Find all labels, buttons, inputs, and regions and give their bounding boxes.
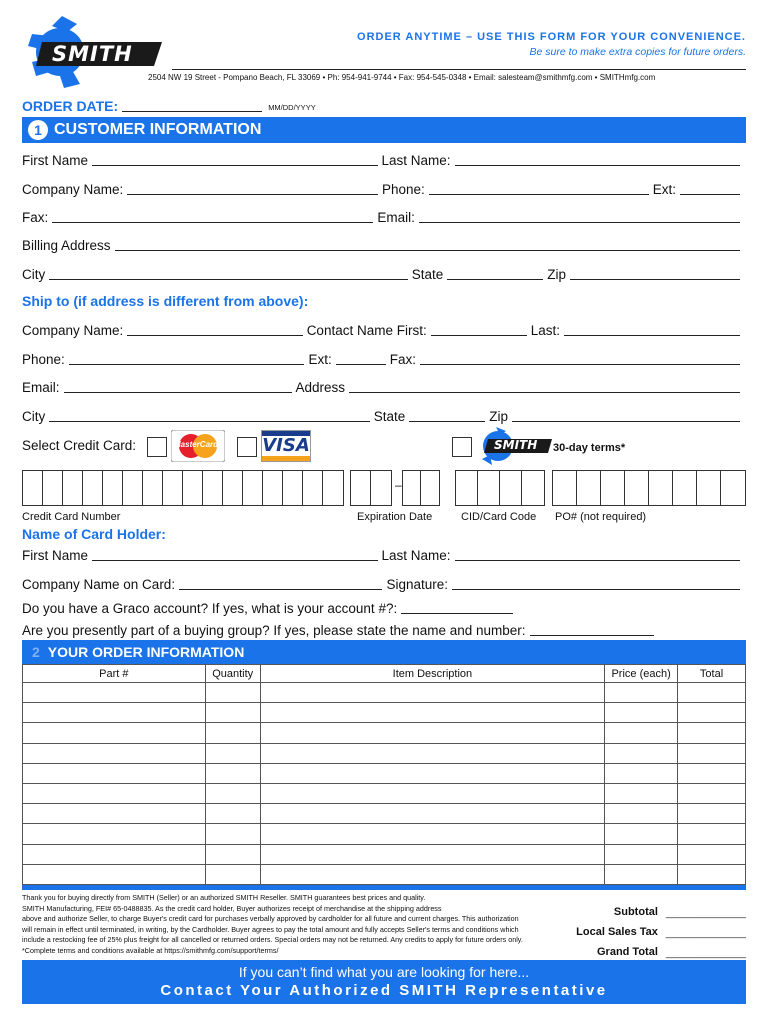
order-row xyxy=(23,804,746,824)
mastercard-checkbox[interactable] xyxy=(147,437,167,457)
section2-number: 2 xyxy=(32,644,40,660)
order-cell[interactable] xyxy=(605,864,678,884)
buying-group-field[interactable] xyxy=(530,622,654,636)
order-row xyxy=(23,844,746,864)
order-cell[interactable] xyxy=(23,864,206,884)
expiration-dash: – xyxy=(395,478,402,492)
ship-address-label: Address xyxy=(295,380,346,395)
terms-label: 30-day terms* xyxy=(553,442,626,454)
email-field[interactable] xyxy=(419,209,740,223)
col-description: Item Description xyxy=(260,665,604,683)
order-cell[interactable] xyxy=(678,763,746,783)
terms-line: above and authorize Seller, to charge Buyer's credit card for purchases verbally approved by cardholder for all future and current charges. This authorization xyxy=(22,914,519,924)
logo-text: SMITH xyxy=(52,42,133,66)
order-cell[interactable] xyxy=(23,703,206,723)
order-cell[interactable] xyxy=(205,763,260,783)
holder-company-field[interactable] xyxy=(179,576,382,590)
ext-field[interactable] xyxy=(680,181,740,195)
fax-field[interactable] xyxy=(52,209,373,223)
holder-first-field[interactable] xyxy=(92,547,377,561)
ship-ext-label: Ext: xyxy=(308,352,332,367)
expiration-caption: Expiration Date xyxy=(357,511,433,523)
order-cell[interactable] xyxy=(605,683,678,703)
mastercard-logo xyxy=(171,430,225,462)
card-holder-heading: Name of Card Holder: xyxy=(22,526,166,542)
order-cell[interactable] xyxy=(678,844,746,864)
ext-label: Ext: xyxy=(652,182,676,197)
order-cell[interactable] xyxy=(205,683,260,703)
order-row xyxy=(23,703,746,723)
order-cell[interactable] xyxy=(205,824,260,844)
last-name-label: Last Name: xyxy=(381,153,451,168)
po-caption: PO# (not required) xyxy=(555,511,647,523)
grand-total-field[interactable]: ________________ xyxy=(665,948,746,958)
terms-line: *Complete terms and conditions available at https://smithmfg.com/support/terms/ xyxy=(22,945,279,955)
order-cell[interactable] xyxy=(605,783,678,803)
fax-label: Fax: xyxy=(22,210,49,225)
tax-field[interactable]: ________________ xyxy=(665,928,746,938)
order-cell[interactable] xyxy=(23,723,206,743)
smith-small-text: SMITH xyxy=(494,438,538,452)
order-cell[interactable] xyxy=(678,864,746,884)
select-card-label: Select Credit Card: xyxy=(22,438,137,453)
visa-logo xyxy=(261,430,311,462)
customer-fax-row xyxy=(22,205,744,225)
order-row xyxy=(23,864,746,884)
smith-terms-checkbox[interactable] xyxy=(452,437,472,457)
order-cell[interactable] xyxy=(205,723,260,743)
order-cell[interactable] xyxy=(205,703,260,723)
order-cell[interactable] xyxy=(678,723,746,743)
holder-first-label: First Name xyxy=(22,548,89,563)
ship-email-label: Email: xyxy=(22,380,60,395)
expiration-year-boxes[interactable] xyxy=(402,470,440,506)
city-field[interactable] xyxy=(49,266,407,280)
order-cell[interactable] xyxy=(205,844,260,864)
cid-boxes[interactable] xyxy=(455,470,545,506)
ship-company-label: Company Name: xyxy=(22,323,124,338)
ship-last-field[interactable] xyxy=(564,322,740,336)
po-boxes[interactable] xyxy=(552,470,746,506)
order-row xyxy=(23,824,746,844)
order-row xyxy=(23,763,746,783)
order-cell[interactable] xyxy=(678,703,746,723)
zip-label: Zip xyxy=(547,267,566,282)
smith-small-logo xyxy=(478,425,554,467)
first-name-field[interactable] xyxy=(92,152,377,166)
order-table-header xyxy=(23,665,746,683)
section1-title: CUSTOMER INFORMATION xyxy=(54,121,262,138)
order-cell[interactable] xyxy=(205,804,260,824)
order-cell[interactable] xyxy=(260,783,604,803)
ship-fax-label: Fax: xyxy=(389,352,416,367)
ship-state-field[interactable] xyxy=(409,408,485,422)
header-rule xyxy=(172,69,746,70)
ship-zip-field[interactable] xyxy=(512,408,740,422)
zip-field[interactable] xyxy=(570,266,740,280)
order-cell[interactable] xyxy=(260,804,604,824)
order-date-row xyxy=(22,96,316,114)
visa-text: VISA xyxy=(262,435,310,456)
ship-contact-first-field[interactable] xyxy=(431,322,527,336)
grand-total-label: Grand Total xyxy=(596,946,658,958)
order-cell[interactable] xyxy=(605,824,678,844)
city-label: City xyxy=(22,267,46,282)
section2-title: YOUR ORDER INFORMATION xyxy=(47,644,245,660)
first-name-label: First Name xyxy=(22,153,89,168)
order-row xyxy=(23,783,746,803)
header-address: 2504 NW 19 Street - Pompano Beach, FL 33069 • Ph: 954-941-9744 • Fax: 954-545-0348 • Email: salesteam@smithmfg.com • SMITHmfg.com xyxy=(148,73,656,82)
ship-ext-field[interactable] xyxy=(336,351,386,365)
order-cell[interactable] xyxy=(605,763,678,783)
subtotal-field[interactable]: ________________ xyxy=(665,908,746,918)
order-cell[interactable] xyxy=(23,683,206,703)
order-cell[interactable] xyxy=(260,703,604,723)
footer-line2: Contact Your Authorized SMITH Representative xyxy=(160,982,608,999)
order-cell[interactable] xyxy=(23,844,206,864)
subtotal-label: Subtotal xyxy=(613,906,658,918)
holder-last-label: Last Name: xyxy=(381,548,451,563)
order-cell[interactable] xyxy=(260,763,604,783)
order-cell[interactable] xyxy=(205,743,260,763)
ship-company-row xyxy=(22,318,744,338)
ship-city-label: City xyxy=(22,409,46,424)
order-cell[interactable] xyxy=(23,824,206,844)
order-cell[interactable] xyxy=(23,763,206,783)
phone-field[interactable] xyxy=(429,181,649,195)
buying-group-row xyxy=(22,618,744,638)
order-cell[interactable] xyxy=(678,804,746,824)
signature-label: Signature: xyxy=(386,577,448,592)
order-cell[interactable] xyxy=(205,864,260,884)
terms-line: will remain in effect until terminated, in writing, by the Cardholder. Buyer agrees to pay the total amount and fully accepts Seller's terms and conditions which xyxy=(22,924,519,934)
order-cell[interactable] xyxy=(23,804,206,824)
cc-number-boxes[interactable] xyxy=(22,470,344,506)
visa-checkbox[interactable] xyxy=(237,437,257,457)
phone-label: Phone: xyxy=(381,182,425,197)
company-field[interactable] xyxy=(127,181,378,195)
order-cell[interactable] xyxy=(260,844,604,864)
order-row xyxy=(23,723,746,743)
order-cell[interactable] xyxy=(205,783,260,803)
order-cell[interactable] xyxy=(605,844,678,864)
order-cell[interactable] xyxy=(605,743,678,763)
col-price: Price (each) xyxy=(605,665,678,683)
ship-phone-field[interactable] xyxy=(69,351,305,365)
mastercard-text: MasterCard xyxy=(174,440,219,449)
totals-block xyxy=(546,898,746,958)
ship-to-heading: Ship to (if address is different from above): xyxy=(22,293,309,309)
customer-city-row xyxy=(22,262,744,282)
graco-row xyxy=(22,596,744,616)
cc-number-caption: Credit Card Number xyxy=(22,511,121,523)
footer-bar xyxy=(22,960,746,1004)
order-cell[interactable] xyxy=(260,824,604,844)
last-name-field[interactable] xyxy=(455,152,740,166)
ship-phone-row xyxy=(22,347,744,367)
section1-bar xyxy=(22,117,746,143)
order-date-label: ORDER DATE: xyxy=(22,98,119,114)
graco-field[interactable] xyxy=(401,600,513,614)
ship-fax-field[interactable] xyxy=(420,351,740,365)
col-part: Part # xyxy=(23,665,206,683)
order-cell[interactable] xyxy=(605,703,678,723)
col-quantity: Quantity xyxy=(205,665,260,683)
ship-state-label: State xyxy=(373,409,406,424)
state-field[interactable] xyxy=(447,266,543,280)
graco-label: Do you have a Graco account? If yes, what is your account #?: xyxy=(22,601,398,616)
holder-company-label: Company Name on Card: xyxy=(22,577,176,592)
ship-city-field[interactable] xyxy=(49,408,369,422)
expiration-month-boxes[interactable] xyxy=(350,470,392,506)
order-row xyxy=(23,743,746,763)
billing-row xyxy=(22,233,744,253)
order-cell[interactable] xyxy=(605,804,678,824)
state-label: State xyxy=(411,267,444,282)
ship-address-field[interactable] xyxy=(349,379,740,393)
ship-zip-label: Zip xyxy=(489,409,508,424)
order-cell[interactable] xyxy=(260,864,604,884)
buying-group-label: Are you presently part of a buying group? If yes, please state the name and number: xyxy=(22,623,526,638)
terms-line: include a restocking fee of 25% plus freight for all cancelled or returned orders. Special orders may not be returned. Any credits to apply for future orders only. xyxy=(22,935,523,945)
order-cell[interactable] xyxy=(260,743,604,763)
ship-company-field[interactable] xyxy=(127,322,302,336)
terms-line: SMITH Manufacturing, FEI# 65-0488835. As the credit card holder, Buyer authorizes receipt of merchandise at the shipping address xyxy=(22,903,442,913)
order-table xyxy=(22,664,746,885)
ship-contact-label: Contact Name First: xyxy=(306,323,427,338)
ship-email-field[interactable] xyxy=(64,379,292,393)
card-holder-company-row xyxy=(22,572,744,592)
order-cell[interactable] xyxy=(23,743,206,763)
footer-line1: If you can’t find what you are looking for here... xyxy=(238,964,530,980)
order-cell[interactable] xyxy=(678,743,746,763)
ship-phone-label: Phone: xyxy=(22,352,65,367)
header-subtagline: Be sure to make extra copies for future orders. xyxy=(529,46,746,58)
order-cell[interactable] xyxy=(260,723,604,743)
signature-field[interactable] xyxy=(452,576,740,590)
order-cell[interactable] xyxy=(605,723,678,743)
cid-caption: CID/Card Code xyxy=(461,511,537,523)
header-tagline: ORDER ANYTIME – USE THIS FORM FOR YOUR CONVENIENCE. xyxy=(357,31,746,43)
billing-label: Billing Address xyxy=(22,238,111,253)
order-cell[interactable] xyxy=(678,783,746,803)
ship-last-label: Last: xyxy=(530,323,560,338)
section2-bar xyxy=(22,640,746,664)
order-cell[interactable] xyxy=(260,683,604,703)
order-cell[interactable] xyxy=(678,683,746,703)
terms-text xyxy=(22,893,562,957)
company-label: Company Name: xyxy=(22,182,124,197)
ship-city-row xyxy=(22,404,744,424)
section1-number-badge: 1 xyxy=(28,120,48,140)
order-date-field[interactable] xyxy=(122,98,262,112)
terms-line: Thank you for buying directly from SMITH (Seller) or an authorized SMITH Reseller. SMITH guarantees best prices and quality. xyxy=(22,893,426,902)
order-date-format: MM/DD/YYYY xyxy=(268,103,316,112)
ship-email-row xyxy=(22,375,744,395)
order-row xyxy=(23,683,746,703)
customer-company-row xyxy=(22,177,744,197)
email-label: Email: xyxy=(377,210,415,225)
order-cell[interactable] xyxy=(23,783,206,803)
order-cell[interactable] xyxy=(678,824,746,844)
col-total: Total xyxy=(678,665,746,683)
customer-name-row xyxy=(22,148,744,168)
holder-last-field[interactable] xyxy=(455,547,740,561)
tax-label: Local Sales Tax xyxy=(576,926,658,938)
card-holder-name-row xyxy=(22,543,744,563)
billing-field[interactable] xyxy=(115,237,740,251)
